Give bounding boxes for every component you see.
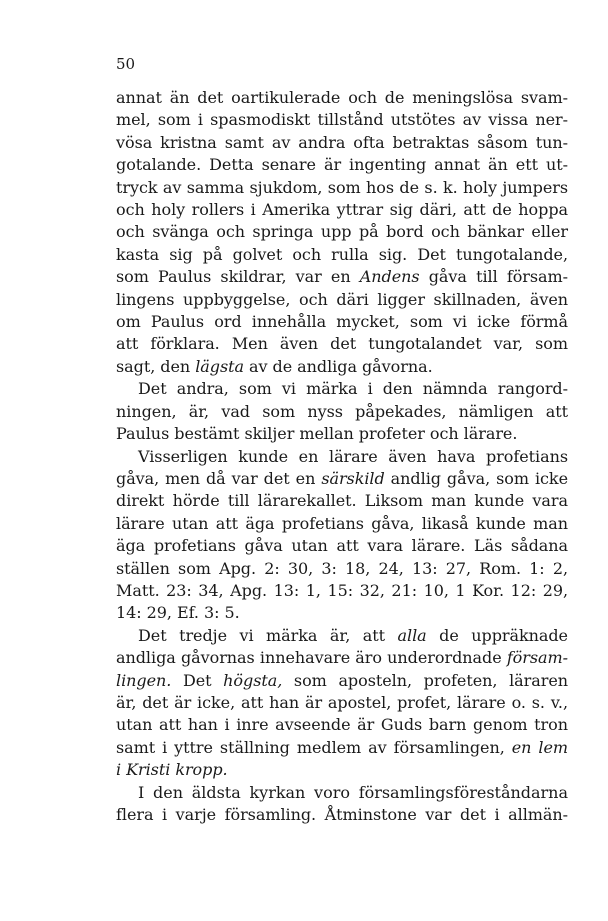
text-run: vösa kristna samt av andra ofta betraktas såsom tun- (116, 132, 568, 152)
text-line (116, 423, 568, 445)
text-run: flera i varje församling. Åtminstone var det i allmän- (116, 805, 568, 824)
italic-text: en lem (511, 737, 568, 757)
text-run: 14: 29, Ef. 3: 5. (116, 603, 240, 623)
text-line (116, 759, 568, 781)
text-run: att förklara. Men även det tungotalandet var, som (116, 334, 568, 354)
text-run: I den äldsta kyrkan voro församlingsföreståndarna (138, 782, 568, 802)
text-line (116, 446, 568, 468)
text-run: lärare utan att äga profetians gåva, likaså kunde man (116, 513, 568, 533)
text-run: samt i yttre ställning medlem av församlingen, (116, 737, 512, 757)
text-run: och svänga och springa upp på bord och bänkar eller (116, 222, 568, 242)
italic-text: försam- (506, 648, 568, 668)
text-run: Paulus bestämt skiljer mellan profeter och lärare. (116, 424, 518, 444)
text-line (116, 513, 568, 535)
text-run: Det tredje vi märka är, att (138, 625, 398, 645)
text-run: gåva, men då var det en (116, 468, 322, 488)
text-run: tryck av samma sjukdom, som hos de s. k. holy jumpers (116, 177, 568, 197)
text-run: som aposteln, profeten, läraren (282, 670, 568, 690)
text-run: andliga gåvornas innehavare äro underordnade (116, 648, 507, 668)
text-line (116, 737, 568, 759)
text-line (116, 378, 568, 400)
text-run: Det andra, som vi märka i den nämnda rangord- (138, 379, 568, 399)
text-line (116, 804, 568, 826)
text-line (116, 490, 568, 512)
text-run: Visserligen kunde en lärare även hava profetians (138, 446, 568, 466)
text-line (116, 714, 568, 736)
text-line (116, 266, 568, 288)
text-line (116, 177, 568, 199)
text-line (116, 132, 568, 154)
text-run: av de andliga gåvorna. (243, 356, 433, 376)
text-run: Det (171, 670, 224, 690)
text-line (116, 782, 568, 804)
text-run: Matt. 23: 34, Apg. 13: 1, 15: 32, 21: 10, 1 Kor. 12: 29, (116, 580, 568, 600)
text-line (116, 87, 568, 109)
text-run: om Paulus ord innehålla mycket, som vi icke förmå (116, 312, 568, 332)
text-line (116, 333, 568, 355)
text-run: de uppräknade (426, 625, 568, 645)
text-line (116, 221, 568, 243)
text-run: mel, som i spasmodiskt tillstånd utstötes av vissa ner- (116, 110, 568, 130)
text-line (116, 535, 568, 557)
italic-text: i Kristi kropp. (116, 760, 228, 780)
body-text (116, 87, 568, 826)
italic-text: lägsta (195, 356, 244, 376)
text-line (116, 356, 568, 378)
paragraph (116, 625, 568, 782)
text-run: och holy rollers i Amerika yttrar sig däri, att de hoppa (116, 200, 568, 220)
text-line (116, 154, 568, 176)
text-run: gotalande. Detta senare är ingenting annat än ett ut- (116, 155, 568, 175)
text-run: ningen, är, vad som nyss påpekades, nämligen att (116, 401, 568, 421)
italic-text: särskild (321, 468, 385, 488)
text-line (116, 670, 568, 692)
text-line (116, 311, 568, 333)
text-run: som Paulus skildrar, var en (116, 267, 360, 287)
text-run: ställen som Apg. 2: 30, 3: 18, 24, 13: 27, Rom. 1: 2, (116, 558, 568, 578)
text-run: andlig gåva, som icke (384, 468, 568, 488)
text-run: utan att han i inre avseende är Guds barn genom tron (116, 715, 568, 735)
text-run: äga profetians gåva utan att vara lärare. Läs sådana (116, 536, 568, 556)
text-line (116, 602, 568, 624)
text-line (116, 468, 568, 490)
paragraph (116, 782, 568, 827)
italic-text: högsta, (223, 670, 283, 690)
text-line (116, 401, 568, 423)
text-line (116, 692, 568, 714)
italic-text: lingen. (116, 670, 172, 690)
text-run: direkt hörde till lärarekallet. Liksom man kunde vara (116, 491, 568, 511)
paragraph (116, 87, 568, 378)
text-run: sagt, den (116, 356, 196, 376)
text-run: lingens uppbyggelse, och däri ligger skillnaden, även (116, 289, 568, 309)
page-number: 50 (116, 55, 136, 73)
italic-text: Andens (359, 267, 420, 287)
text-line (116, 109, 568, 131)
text-line (116, 289, 568, 311)
text-line (116, 558, 568, 580)
paragraph (116, 378, 568, 445)
text-run: kasta sig på golvet och rulla sig. Det tungotalande, (116, 244, 568, 264)
text-run: är, det är icke, att han är apostel, profet, lärare o. s. v., (116, 692, 568, 712)
text-run: annat än det oartikulerade och de meningslösa svam- (116, 88, 568, 107)
paragraph (116, 446, 568, 625)
text-line (116, 199, 568, 221)
book-page (116, 54, 568, 826)
text-line (116, 625, 568, 647)
text-line (116, 647, 568, 669)
text-run: gåva till försam- (419, 267, 569, 287)
text-line (116, 580, 568, 602)
italic-text: alla (397, 625, 427, 645)
text-line (116, 244, 568, 266)
